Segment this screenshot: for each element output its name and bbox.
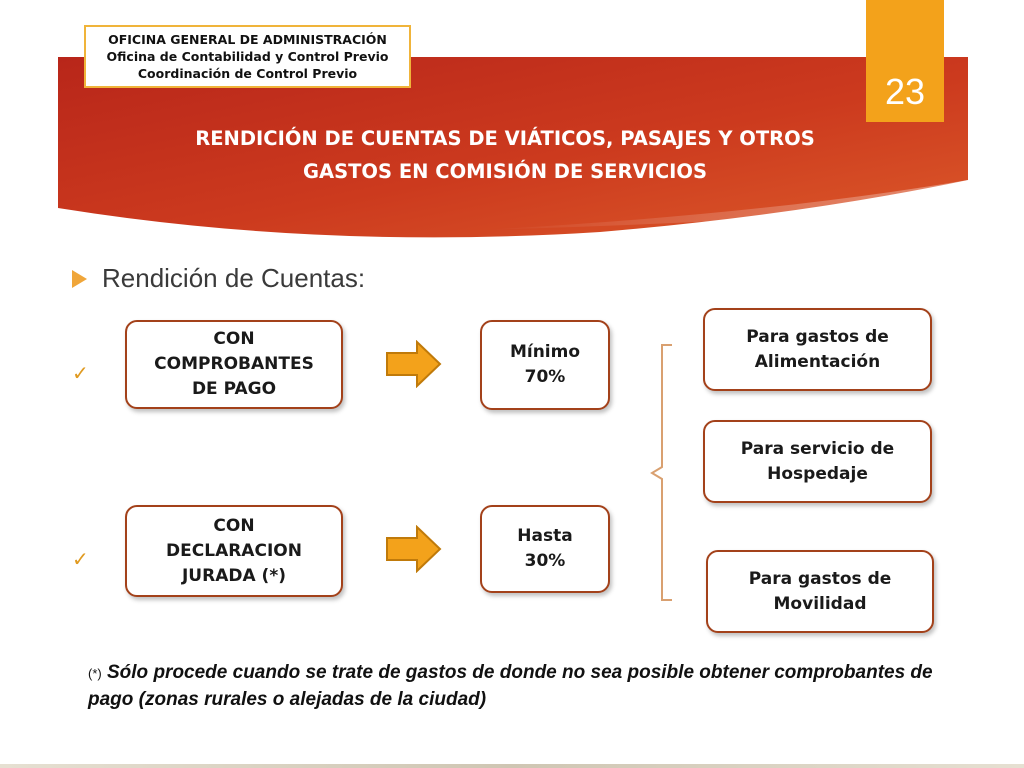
box-line: Movilidad	[773, 593, 867, 614]
box-line: Para servicio de	[740, 438, 895, 459]
check-icon: ✓	[72, 363, 89, 385]
right-arrow-icon	[385, 340, 443, 388]
box-line: Para gastos de	[748, 568, 892, 589]
box-alimentacion	[703, 308, 932, 391]
section-subtitle: Rendición de Cuentas:	[102, 263, 366, 293]
footnote-text: Sólo procede cuando se trate de gastos de donde no sea posible obtener comprobantes de pago (zonas rurales o alejadas de la ciudad)	[88, 662, 933, 710]
org-line: Coordinación de Control Previo	[137, 66, 358, 81]
page-number: 23	[884, 71, 926, 112]
box-con-declaracion	[125, 505, 343, 597]
footnote	[88, 660, 948, 713]
box-line: Hospedaje	[767, 463, 868, 484]
right-arrow-icon	[385, 525, 443, 573]
title-line: RENDICIÓN DE CUENTAS DE VIÁTICOS, PASAJES Y OTROS	[195, 127, 815, 150]
box-con-comprobantes	[125, 320, 343, 409]
box-line: Hasta	[517, 526, 573, 546]
box-hasta	[480, 505, 610, 593]
box-movilidad	[706, 550, 934, 633]
box-line: CON	[213, 515, 255, 536]
bullet-arrow-icon	[72, 270, 87, 288]
box-line: Alimentación	[754, 351, 881, 372]
bottom-divider	[0, 764, 1024, 768]
title-line: GASTOS EN COMISIÓN DE SERVICIOS	[302, 160, 708, 183]
box-line: JURADA (*)	[181, 565, 286, 586]
check-icon: ✓	[72, 549, 89, 571]
organization-box	[84, 25, 411, 88]
box-hospedaje	[703, 420, 932, 503]
org-line: Oficina de Contabilidad y Control Previo	[106, 49, 389, 64]
box-line: 70%	[524, 367, 566, 387]
box-line: DECLARACION	[166, 540, 302, 561]
box-line: COMPROBANTES	[154, 354, 314, 374]
slide-title	[150, 122, 860, 188]
footnote-mark: (*)	[88, 666, 102, 681]
box-line: DE PAGO	[191, 379, 277, 399]
box-line: 30%	[524, 551, 566, 571]
org-line: OFICINA GENERAL DE ADMINISTRACIÓN	[108, 32, 387, 47]
box-line: CON	[213, 329, 255, 349]
brace-connector	[640, 335, 680, 610]
box-line: Mínimo	[509, 342, 581, 362]
box-line: Para gastos de	[746, 326, 889, 347]
box-minimo	[480, 320, 610, 410]
